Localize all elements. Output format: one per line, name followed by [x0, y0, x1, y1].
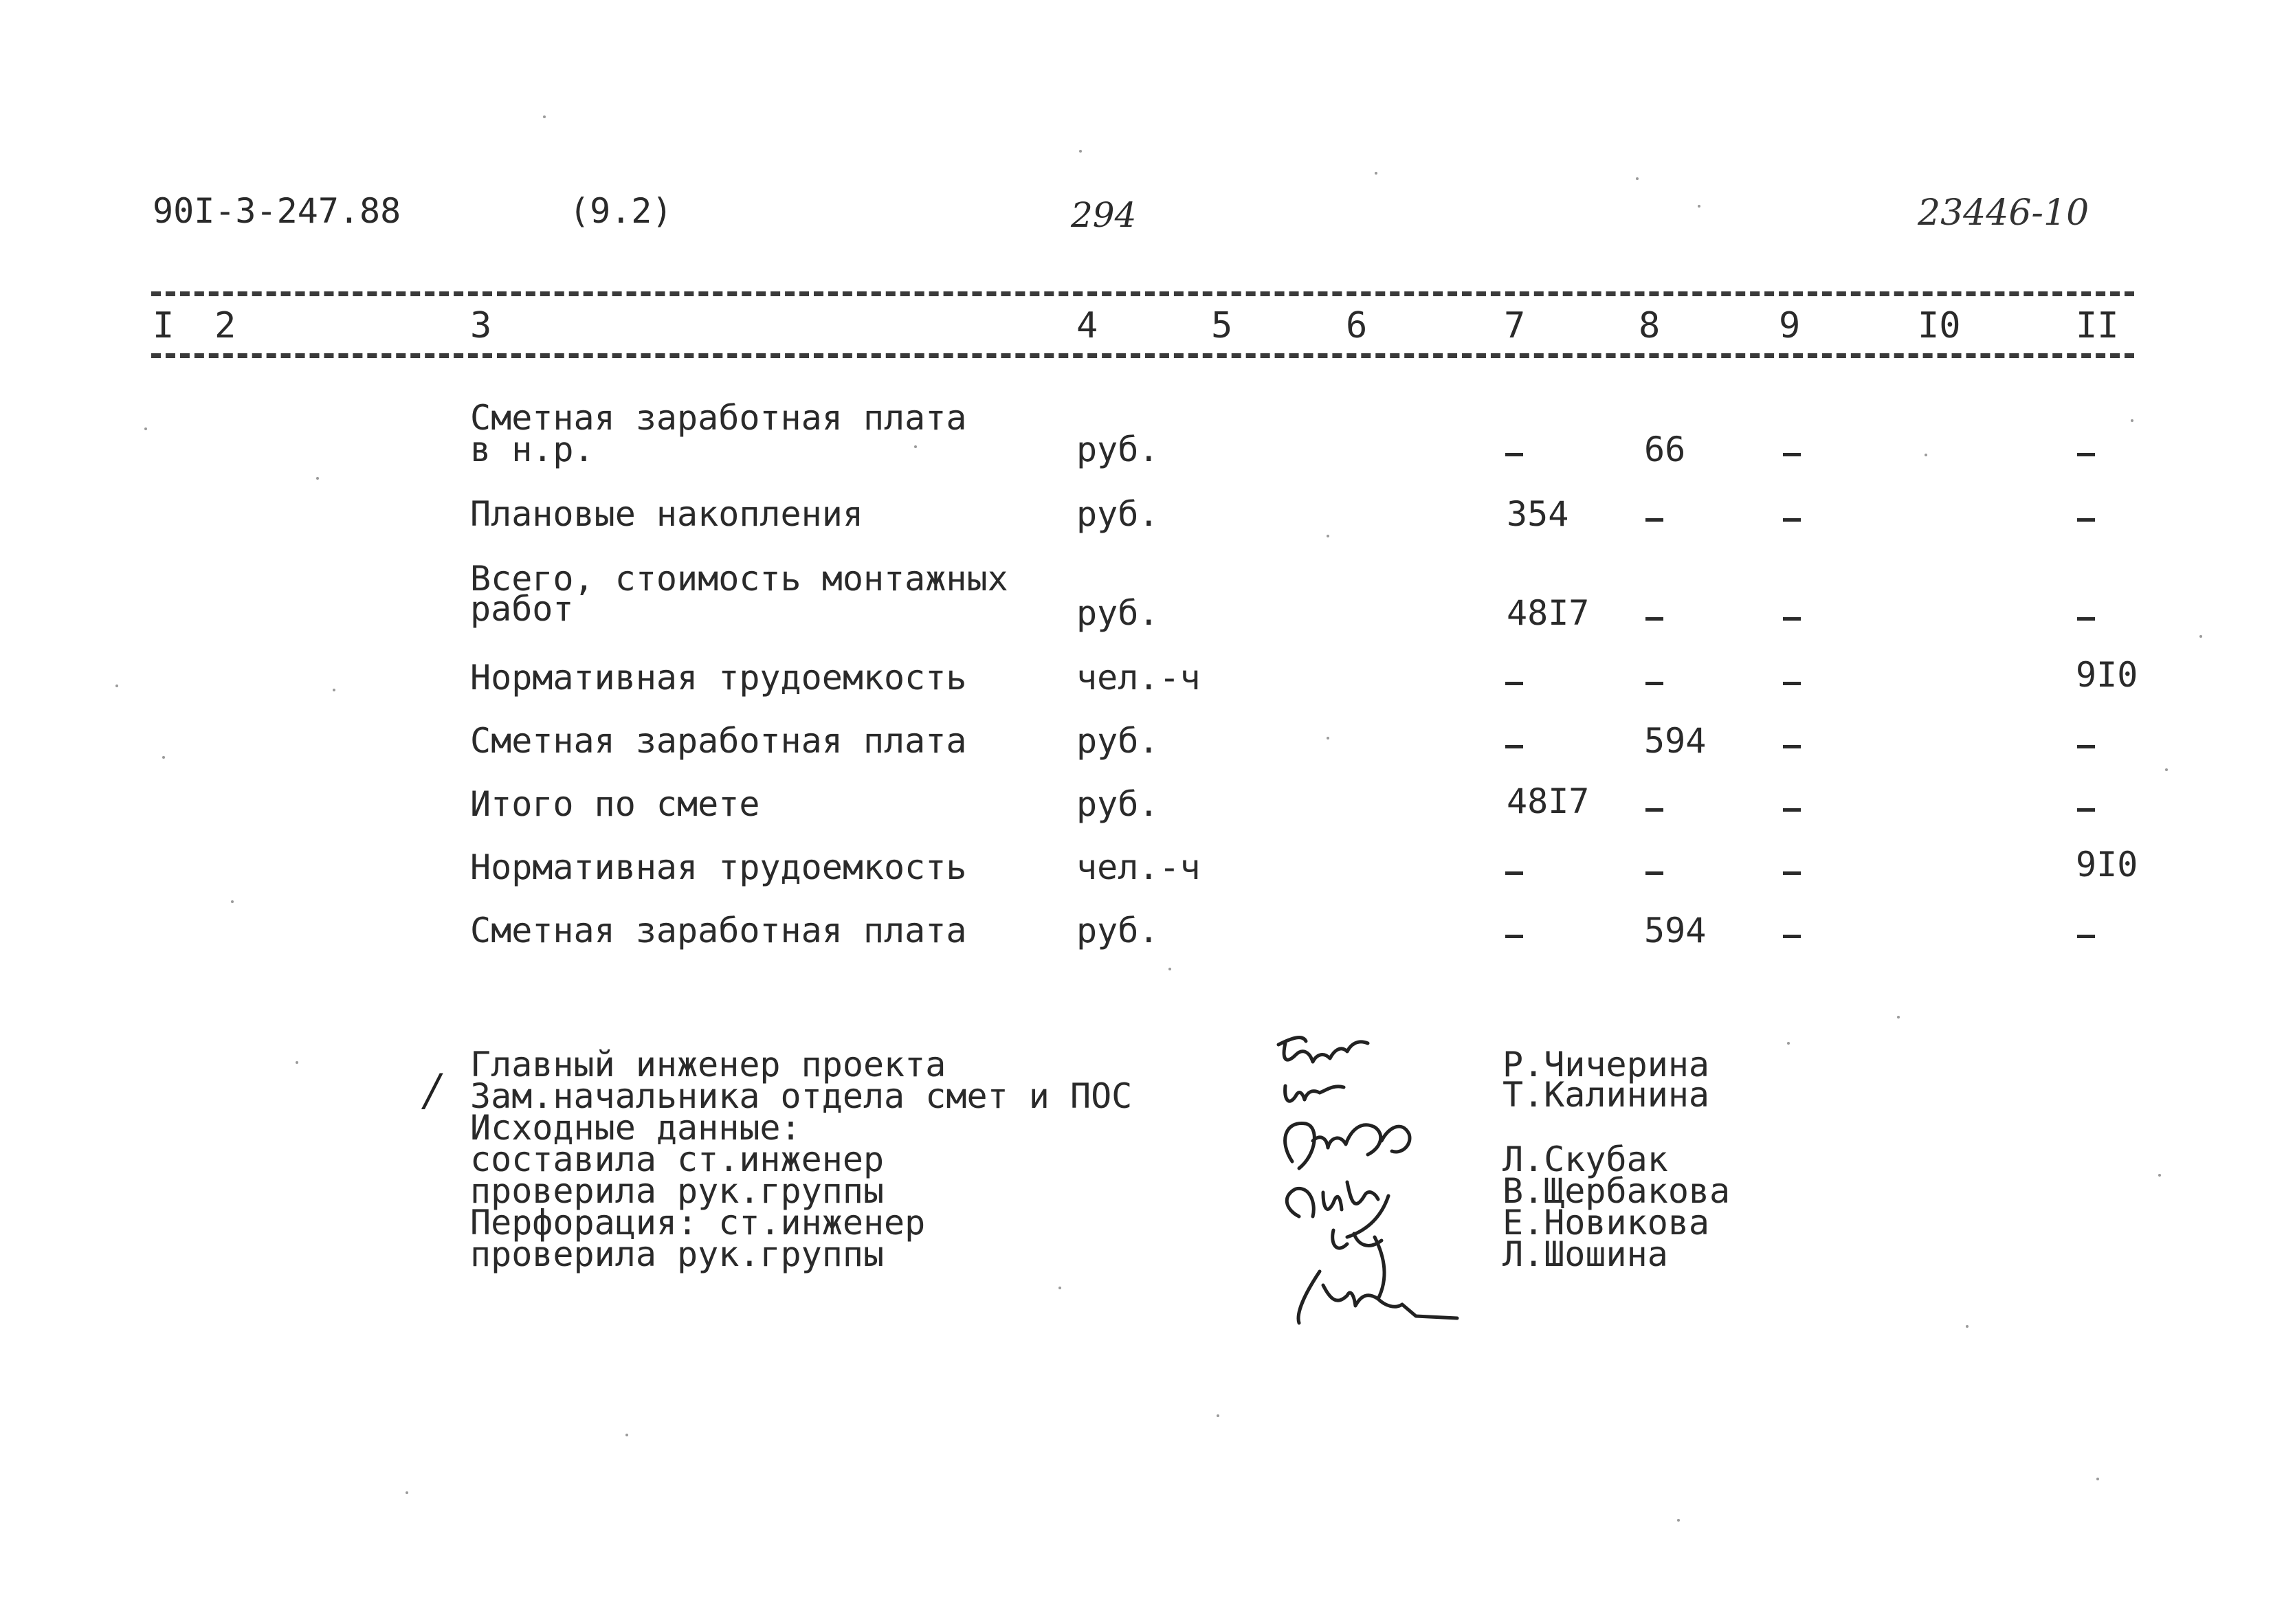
item-name: Нормативная трудоемкость [470, 847, 967, 887]
unit: руб. [1076, 430, 1160, 469]
value-col9 [1782, 724, 1802, 757]
value-col11 [2076, 914, 2096, 947]
unit: чел.-ч [1076, 658, 1201, 698]
dash-col11 [2077, 808, 2095, 812]
column-number-2: 2 [214, 305, 236, 346]
value-col8 [1644, 851, 1665, 884]
value-col8 [1644, 498, 1665, 531]
dash-col8 [1645, 682, 1663, 685]
item-name: Итого по смете [470, 784, 760, 824]
speck [1327, 535, 1329, 537]
dash-col9 [1783, 745, 1801, 748]
speck [1217, 1414, 1219, 1417]
value-col7: 48I7 [1507, 593, 1590, 633]
dash-col7 [1505, 935, 1523, 938]
dash-col8 [1645, 617, 1663, 621]
dash-col11 [2077, 617, 2095, 621]
speck [1058, 1287, 1061, 1289]
signer-name: Е.Новикова [1503, 1203, 1710, 1243]
column-number-7: 7 [1504, 305, 1526, 346]
archive-number: 23446-10 [1918, 192, 2089, 234]
item-name: Всего, стоимость монтажных [470, 559, 1008, 599]
speck [1168, 968, 1171, 970]
section-number: (9.2) [569, 191, 673, 231]
item-name-cont: в н.р. [470, 430, 595, 469]
value-col7 [1504, 433, 1524, 466]
speck [1925, 454, 1927, 456]
table-row [0, 398, 2273, 469]
speck [115, 685, 118, 687]
speck [1327, 737, 1329, 739]
speck [543, 115, 546, 118]
unit: руб. [1076, 494, 1160, 534]
table-row [0, 655, 2273, 702]
value-col11 [2076, 724, 2096, 757]
dash-col8 [1645, 871, 1663, 875]
table-row [0, 494, 2273, 539]
signature-stroke [1285, 1086, 1344, 1101]
dash-col7 [1505, 871, 1523, 875]
column-number-3: 3 [470, 305, 492, 346]
value-col8 [1644, 788, 1665, 821]
signer-role: Исходные данные: [470, 1108, 801, 1148]
signature-stroke [1285, 1123, 1410, 1168]
speck [1375, 172, 1377, 175]
dash-col8 [1645, 518, 1663, 522]
speck [1897, 1016, 1900, 1019]
item-name: Сметная заработная плата [470, 911, 967, 950]
signer-role: Перфорация: ст.инженер [470, 1203, 926, 1243]
value-col7 [1504, 661, 1524, 694]
dash-col8 [1645, 808, 1663, 812]
signer-name: Л.Скубак [1503, 1139, 1668, 1179]
speck [231, 900, 234, 903]
table-row [0, 911, 2273, 955]
dash-col9 [1783, 453, 1801, 456]
value-col8 [1644, 597, 1665, 630]
value-col11: 9I0 [2076, 655, 2138, 695]
signature-stroke [1287, 1182, 1388, 1237]
value-col9 [1782, 851, 1802, 884]
header-separator-bottom [151, 353, 2134, 358]
table-row [0, 845, 2273, 892]
column-number-1: I [153, 305, 175, 346]
value-col7 [1504, 851, 1524, 884]
value-col11 [2076, 498, 2096, 531]
item-name: Нормативная трудоемкость [470, 658, 967, 698]
value-col8: 594 [1644, 721, 1707, 761]
column-number-9: 9 [1779, 305, 1801, 346]
table-row [0, 721, 2273, 766]
item-name: Плановые накопления [470, 494, 863, 534]
speck [2131, 419, 2133, 422]
value-col7: 48I7 [1507, 781, 1590, 821]
signer-role: проверила рук.группы [470, 1234, 885, 1274]
handwritten-signatures [1265, 1024, 1526, 1333]
column-number-8: 8 [1639, 305, 1661, 346]
signer-role: составила ст.инженер [470, 1139, 885, 1179]
item-name-cont: работ [470, 589, 574, 629]
speck [1079, 150, 1082, 153]
dash-col7 [1505, 745, 1523, 748]
dash-col9 [1783, 518, 1801, 522]
value-col11: 9I0 [2076, 845, 2138, 885]
speck [2096, 1478, 2099, 1480]
unit: руб. [1076, 721, 1160, 761]
column-number-11: II [2076, 305, 2119, 346]
value-col8: 594 [1644, 911, 1707, 950]
unit: руб. [1076, 911, 1160, 950]
value-col9 [1782, 597, 1802, 630]
dash-col7 [1505, 453, 1523, 456]
speck [2165, 768, 2168, 771]
unit: руб. [1076, 593, 1160, 633]
signer-name: Р.Чичерина [1503, 1045, 1710, 1084]
unit: чел.-ч [1076, 847, 1201, 887]
column-number-4: 4 [1076, 305, 1098, 346]
speck [316, 477, 319, 480]
margin-mark: / [425, 1065, 440, 1116]
value-col9 [1782, 498, 1802, 531]
signer-role: Зам.начальника отдела смет и ПОС [470, 1076, 1133, 1116]
item-name: Сметная заработная плата [470, 721, 967, 761]
speck [162, 756, 165, 759]
speck [914, 445, 917, 448]
signature-stroke [1333, 1230, 1384, 1299]
speck [333, 689, 335, 691]
dash-col9 [1783, 935, 1801, 938]
speck [1966, 1325, 1969, 1328]
speck [1677, 1519, 1680, 1522]
dash-col9 [1783, 617, 1801, 621]
dash-col9 [1783, 682, 1801, 685]
document-code: 90I-3-247.88 [153, 191, 401, 231]
signer-role: проверила рук.группы [470, 1171, 885, 1211]
unit: руб. [1076, 784, 1160, 824]
dash-col11 [2077, 518, 2095, 522]
value-col9 [1782, 788, 1802, 821]
value-col9 [1782, 661, 1802, 694]
dash-col7 [1505, 682, 1523, 685]
signer-name: В.Щербакова [1503, 1171, 1731, 1211]
signature-stroke [1298, 1271, 1457, 1323]
speck [2199, 635, 2202, 638]
value-col9 [1782, 914, 1802, 947]
speck [1787, 1042, 1790, 1045]
value-col7 [1504, 914, 1524, 947]
value-col7: 354 [1507, 494, 1569, 534]
signer-name: Т.Калинина [1503, 1075, 1710, 1115]
dash-col11 [2077, 453, 2095, 456]
speck [296, 1061, 298, 1064]
dash-col11 [2077, 745, 2095, 748]
speck [406, 1491, 408, 1494]
speck [625, 1434, 628, 1436]
column-number-5: 5 [1211, 305, 1233, 346]
speck [1698, 205, 1700, 208]
table-row [0, 781, 2273, 829]
value-col11 [2076, 788, 2096, 821]
value-col8: 66 [1644, 430, 1686, 469]
value-col8 [1644, 661, 1665, 694]
dash-col11 [2077, 935, 2095, 938]
signature-stroke [1278, 1038, 1368, 1062]
signer-name: Л.Шошина [1503, 1234, 1668, 1274]
table-row [0, 559, 2273, 633]
header-separator-top [151, 291, 2134, 296]
value-col11 [2076, 597, 2096, 630]
item-name: Сметная заработная плата [470, 398, 967, 438]
dash-col9 [1783, 808, 1801, 812]
speck [144, 427, 147, 430]
signer-role: Главный инженер проекта [470, 1045, 946, 1084]
speck [1636, 177, 1639, 180]
column-number-10: I0 [1918, 305, 1961, 346]
dash-col9 [1783, 871, 1801, 875]
value-col11 [2076, 433, 2096, 466]
speck [2158, 1174, 2161, 1177]
value-col7 [1504, 724, 1524, 757]
page-number: 294 [1071, 195, 1137, 235]
value-col9 [1782, 433, 1802, 466]
column-number-6: 6 [1346, 305, 1368, 346]
